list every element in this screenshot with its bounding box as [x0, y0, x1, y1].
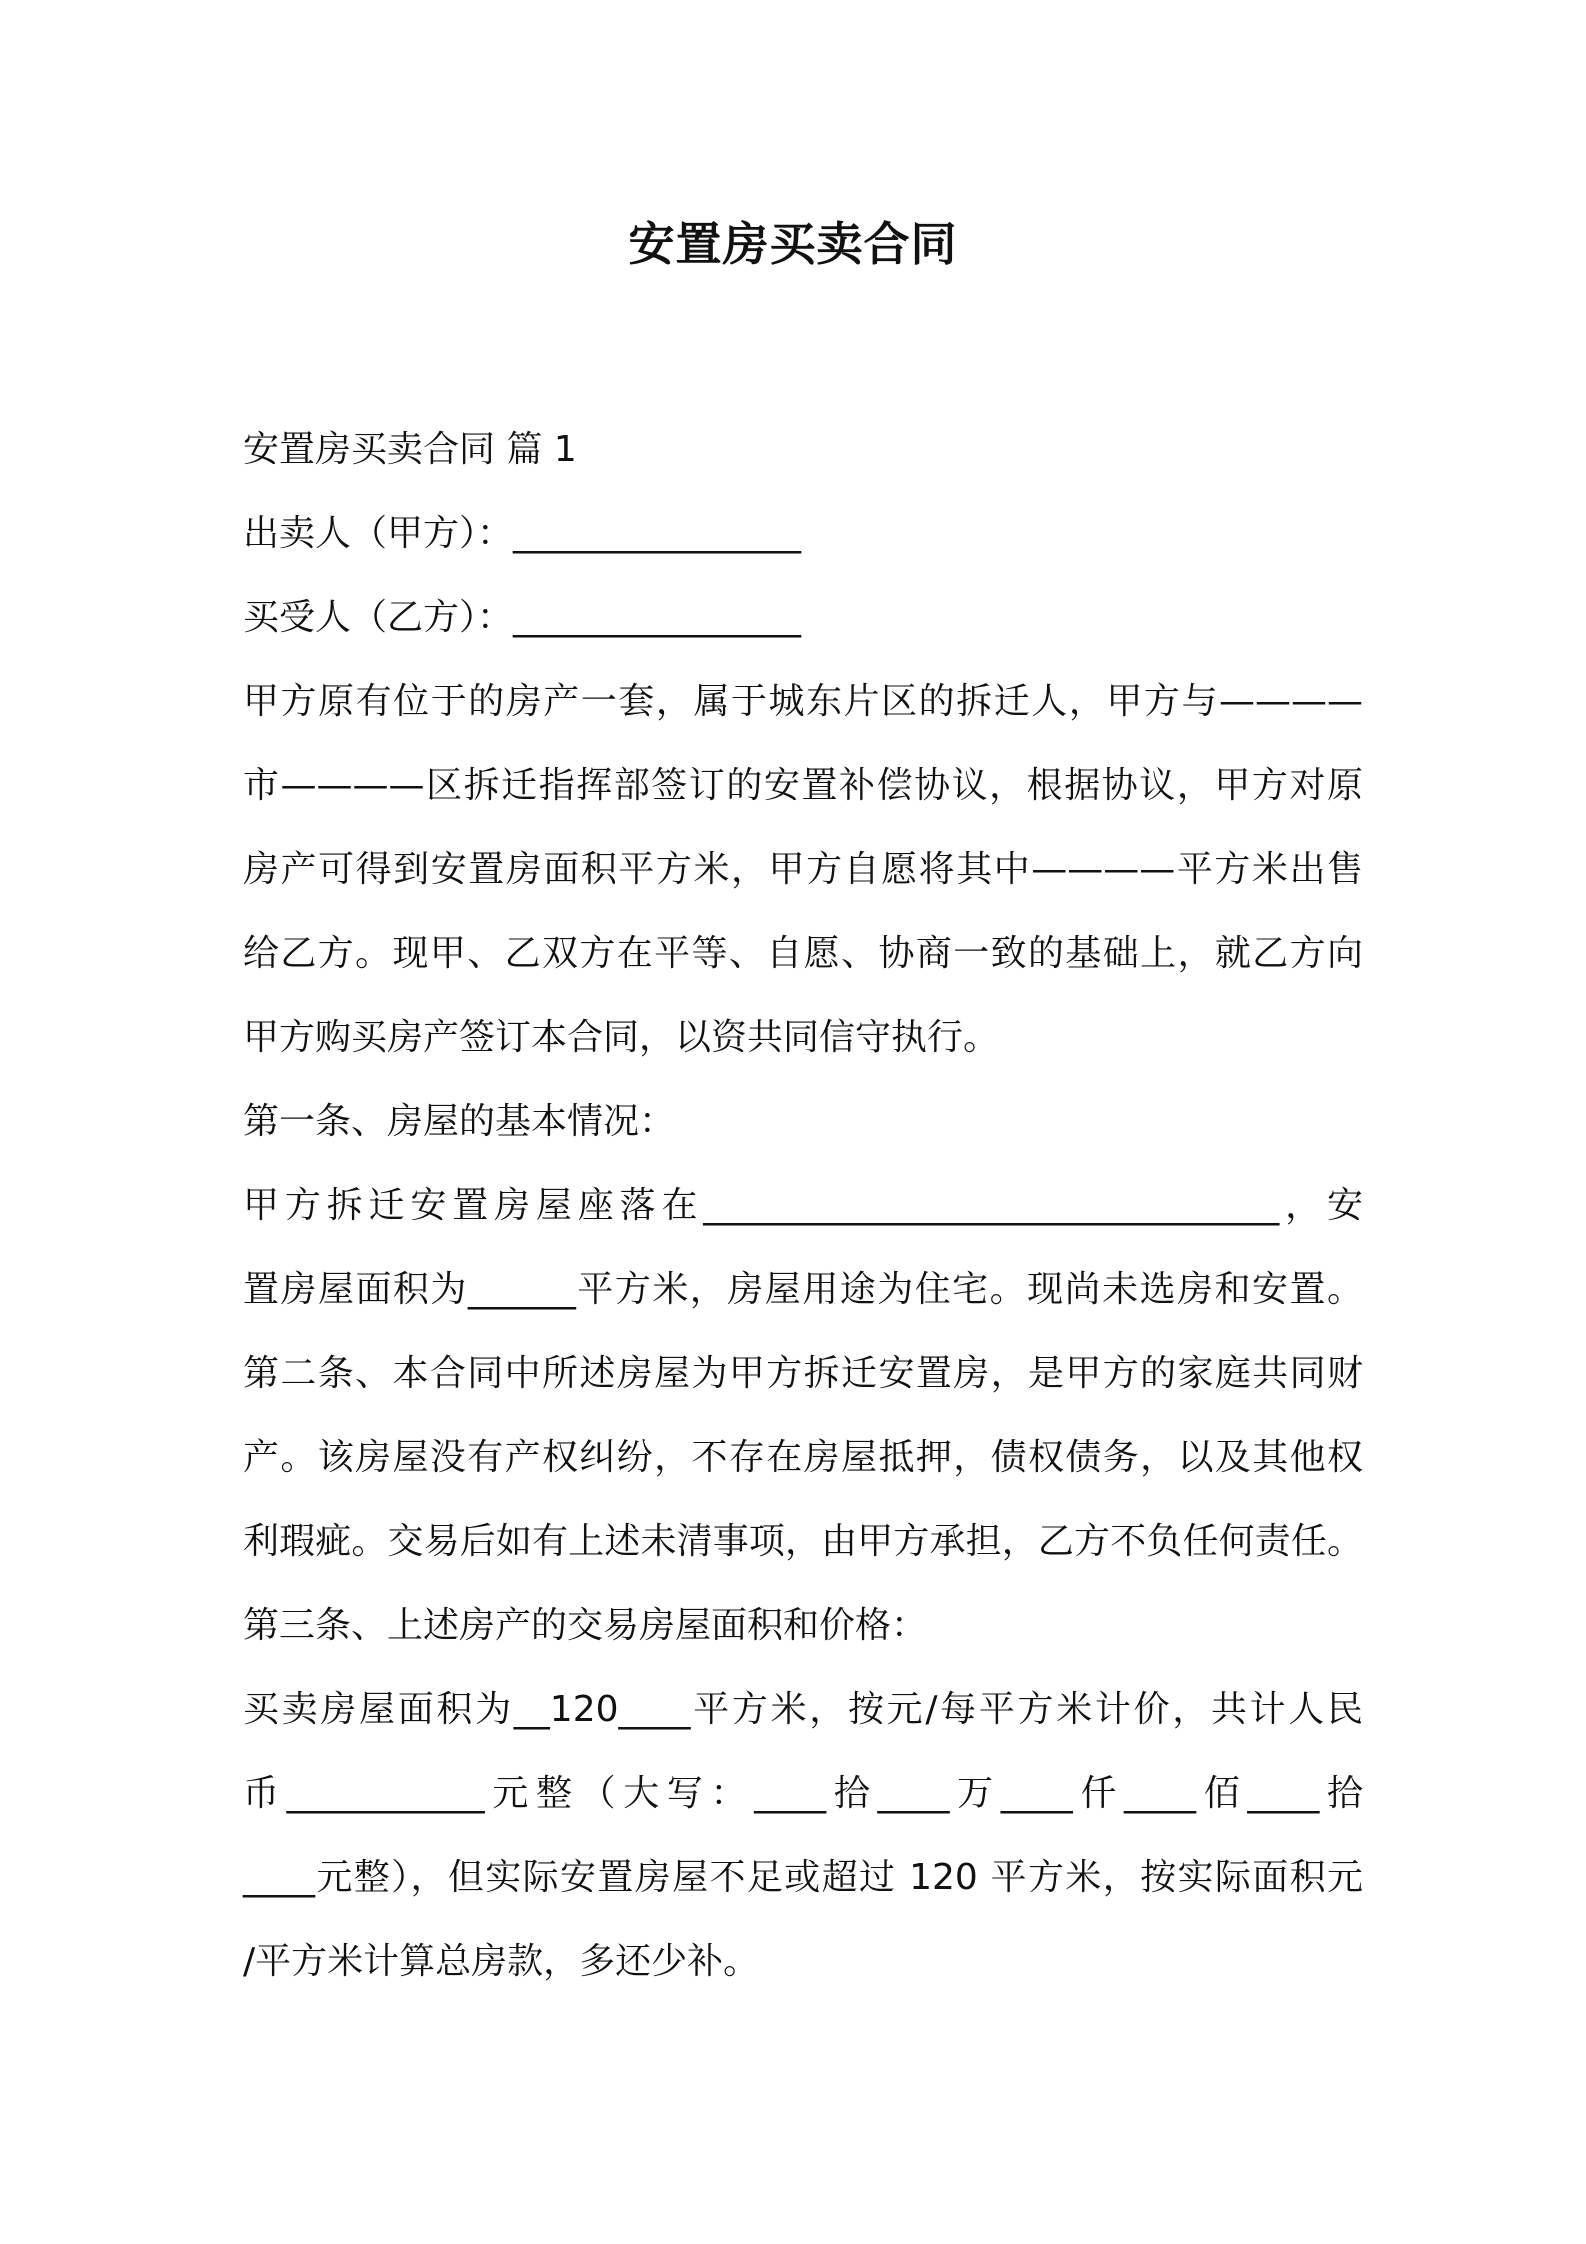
- buyer-line: 买受人（乙方）：________________: [243, 597, 802, 638]
- article-1-heading: 第一条、房屋的基本情况：: [243, 1101, 676, 1142]
- article-2-line: 第二条、本合同中所述房屋为甲方拆迁安置房，是甲方的家庭共同财: [243, 1353, 1363, 1394]
- paragraph-line: 产。该房屋没有产权纠纷，不存在房屋抵押，债权债务，以及其他权: [243, 1437, 1363, 1478]
- document-title: 安置房买卖合同: [628, 217, 958, 271]
- paragraph-line: 甲方原有位于的房产一套，属于城东片区的拆迁人，甲方与————: [243, 681, 1363, 722]
- paragraph-line: 房产可得到安置房面积平方米，甲方自愿将其中————平方米出售: [243, 849, 1363, 890]
- paragraph-line: /平方米计算总房款，多还少补。: [243, 1941, 760, 1982]
- paragraph-line: 市————区拆迁指挥部签订的安置补偿协议，根据协议，甲方对原: [243, 765, 1363, 806]
- seller-line: 出卖人（甲方）：________________: [243, 513, 802, 554]
- document-body: [243, 408, 1363, 2004]
- paragraph-line: 给乙方。现甲、乙双方在平等、自愿、协商一致的基础上，就乙方向: [243, 933, 1363, 974]
- paragraph-line: 币___________元整（大写：____拾____万____仟____佰____拾: [243, 1773, 1363, 1814]
- paragraph-line: 甲方购买房产签订本合同，以资共同信守执行。: [243, 1017, 1000, 1058]
- paragraph-line: ____元整），但实际安置房屋不足或超过 120 平方米，按实际面积元: [243, 1857, 1363, 1898]
- paragraph-line: 甲方拆迁安置房屋座落在________________________________，安: [243, 1185, 1363, 1226]
- section-heading: 安置房买卖合同 篇 1: [243, 429, 577, 470]
- article-3-heading: 第三条、上述房产的交易房屋面积和价格：: [243, 1605, 928, 1646]
- paragraph-line: 买卖房屋面积为__120____平方米，按元/每平方米计价，共计人民: [243, 1689, 1363, 1730]
- paragraph-line: 置房屋面积为______平方米，房屋用途为住宅。现尚未选房和安置。: [243, 1269, 1363, 1310]
- paragraph-line: 利瑕疵。交易后如有上述未清事项，由甲方承担，乙方不负任何责任。: [243, 1521, 1363, 1562]
